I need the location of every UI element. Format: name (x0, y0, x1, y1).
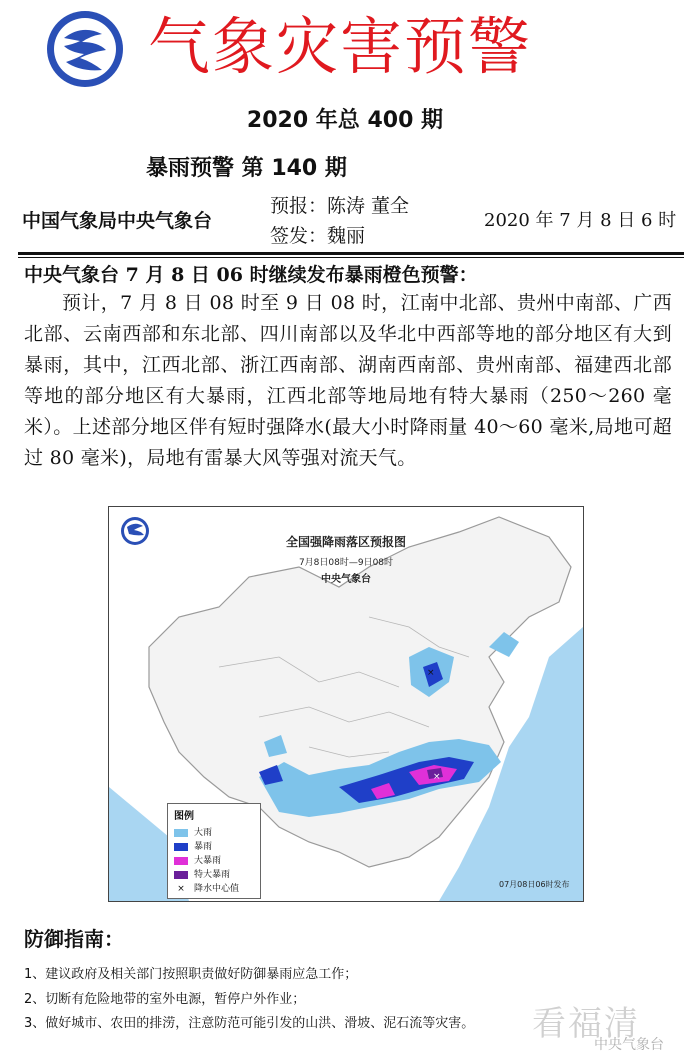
rain-center-mark-north: × (427, 668, 435, 678)
issuer-name: 签发：魏丽 (270, 225, 366, 247)
legend-x-symbol: × (177, 884, 185, 894)
map-title: 全国强降雨落区预报图 (285, 535, 406, 549)
legend-item-rain-center: × 降水中心值 (174, 881, 239, 893)
guidance-item: 1、建议政府及相关部门按照职责做好防御暴雨应急工作； (24, 967, 358, 982)
guidance-heading: 防御指南： (24, 927, 124, 951)
rain-center-mark: × (433, 772, 441, 782)
guidance-item: 2、切断有危险地带的室外电源，暂停户外作业； (24, 992, 306, 1007)
weibo-watermark: 中央气象台 (594, 1037, 664, 1053)
map-issuer: 中央气象台 (321, 574, 371, 585)
header-divider-thick (18, 252, 684, 255)
forecast-signatures (270, 191, 409, 251)
guidance-item: 3、做好城市、农田的排涝，注意防范可能引发的山洪、滑坡、泥石流等灾害。 (24, 1016, 475, 1031)
forecaster-names: 预报：陈涛 董全 (270, 195, 410, 217)
legend-item-heavy-rain: 大雨 (174, 825, 212, 837)
legend-swatch (174, 857, 188, 865)
warning-body: 预计，7 月 8 日 08 时至 9 日 08 时，江南中北部、贵州中南部、广西北部、云南西部和东北部、四川南部以及华北中西部等地的部分地区有大到暴雨，其中，江西北部、浙江西南部、湖南西南部、贵州南部、福建西北部等地的部分地区有大暴雨，江西北部等地局地有特大暴雨（250～260 毫米）。上述部分地区伴有短时强降水(最大小时降雨量 40～60 毫米,局地可超过 80 毫米)，局地有雷暴大风等强对流天气。 (24, 292, 672, 469)
warning-lead: 中央气象台 7 月 8 日 06 时继续发布暴雨橙色预警： (24, 264, 478, 286)
header-divider-thin (18, 257, 684, 258)
legend-swatch (174, 829, 188, 837)
watermark: 看福清 (532, 1004, 640, 1044)
rainfall-forecast-map (108, 506, 584, 902)
legend-swatch (174, 871, 188, 879)
legend-item-rainstorm: 暴雨 (174, 839, 212, 851)
cma-logo (42, 8, 128, 90)
issue-date: 2020 年 7 月 8 日 6 时 (484, 210, 677, 231)
map-issue-stamp: 07月08日06时发布 (499, 880, 570, 889)
issue-number: 2020 年总 400 期 (246, 108, 444, 133)
document-title: 气象灾害预警 (148, 10, 533, 83)
legend-title: 图例 (174, 811, 194, 822)
map-legend (167, 803, 261, 899)
warning-issue-number: 暴雨预警 第 140 期 (146, 156, 347, 181)
map-period: 7月8日08时—9日08时 (298, 558, 394, 568)
legend-item-heavy-rainstorm: 大暴雨 (174, 853, 221, 865)
legend-item-extreme-rainstorm: 特大暴雨 (174, 867, 230, 879)
issuing-agency: 中国气象局中央气象台 (22, 210, 213, 232)
legend-swatch (174, 843, 188, 851)
